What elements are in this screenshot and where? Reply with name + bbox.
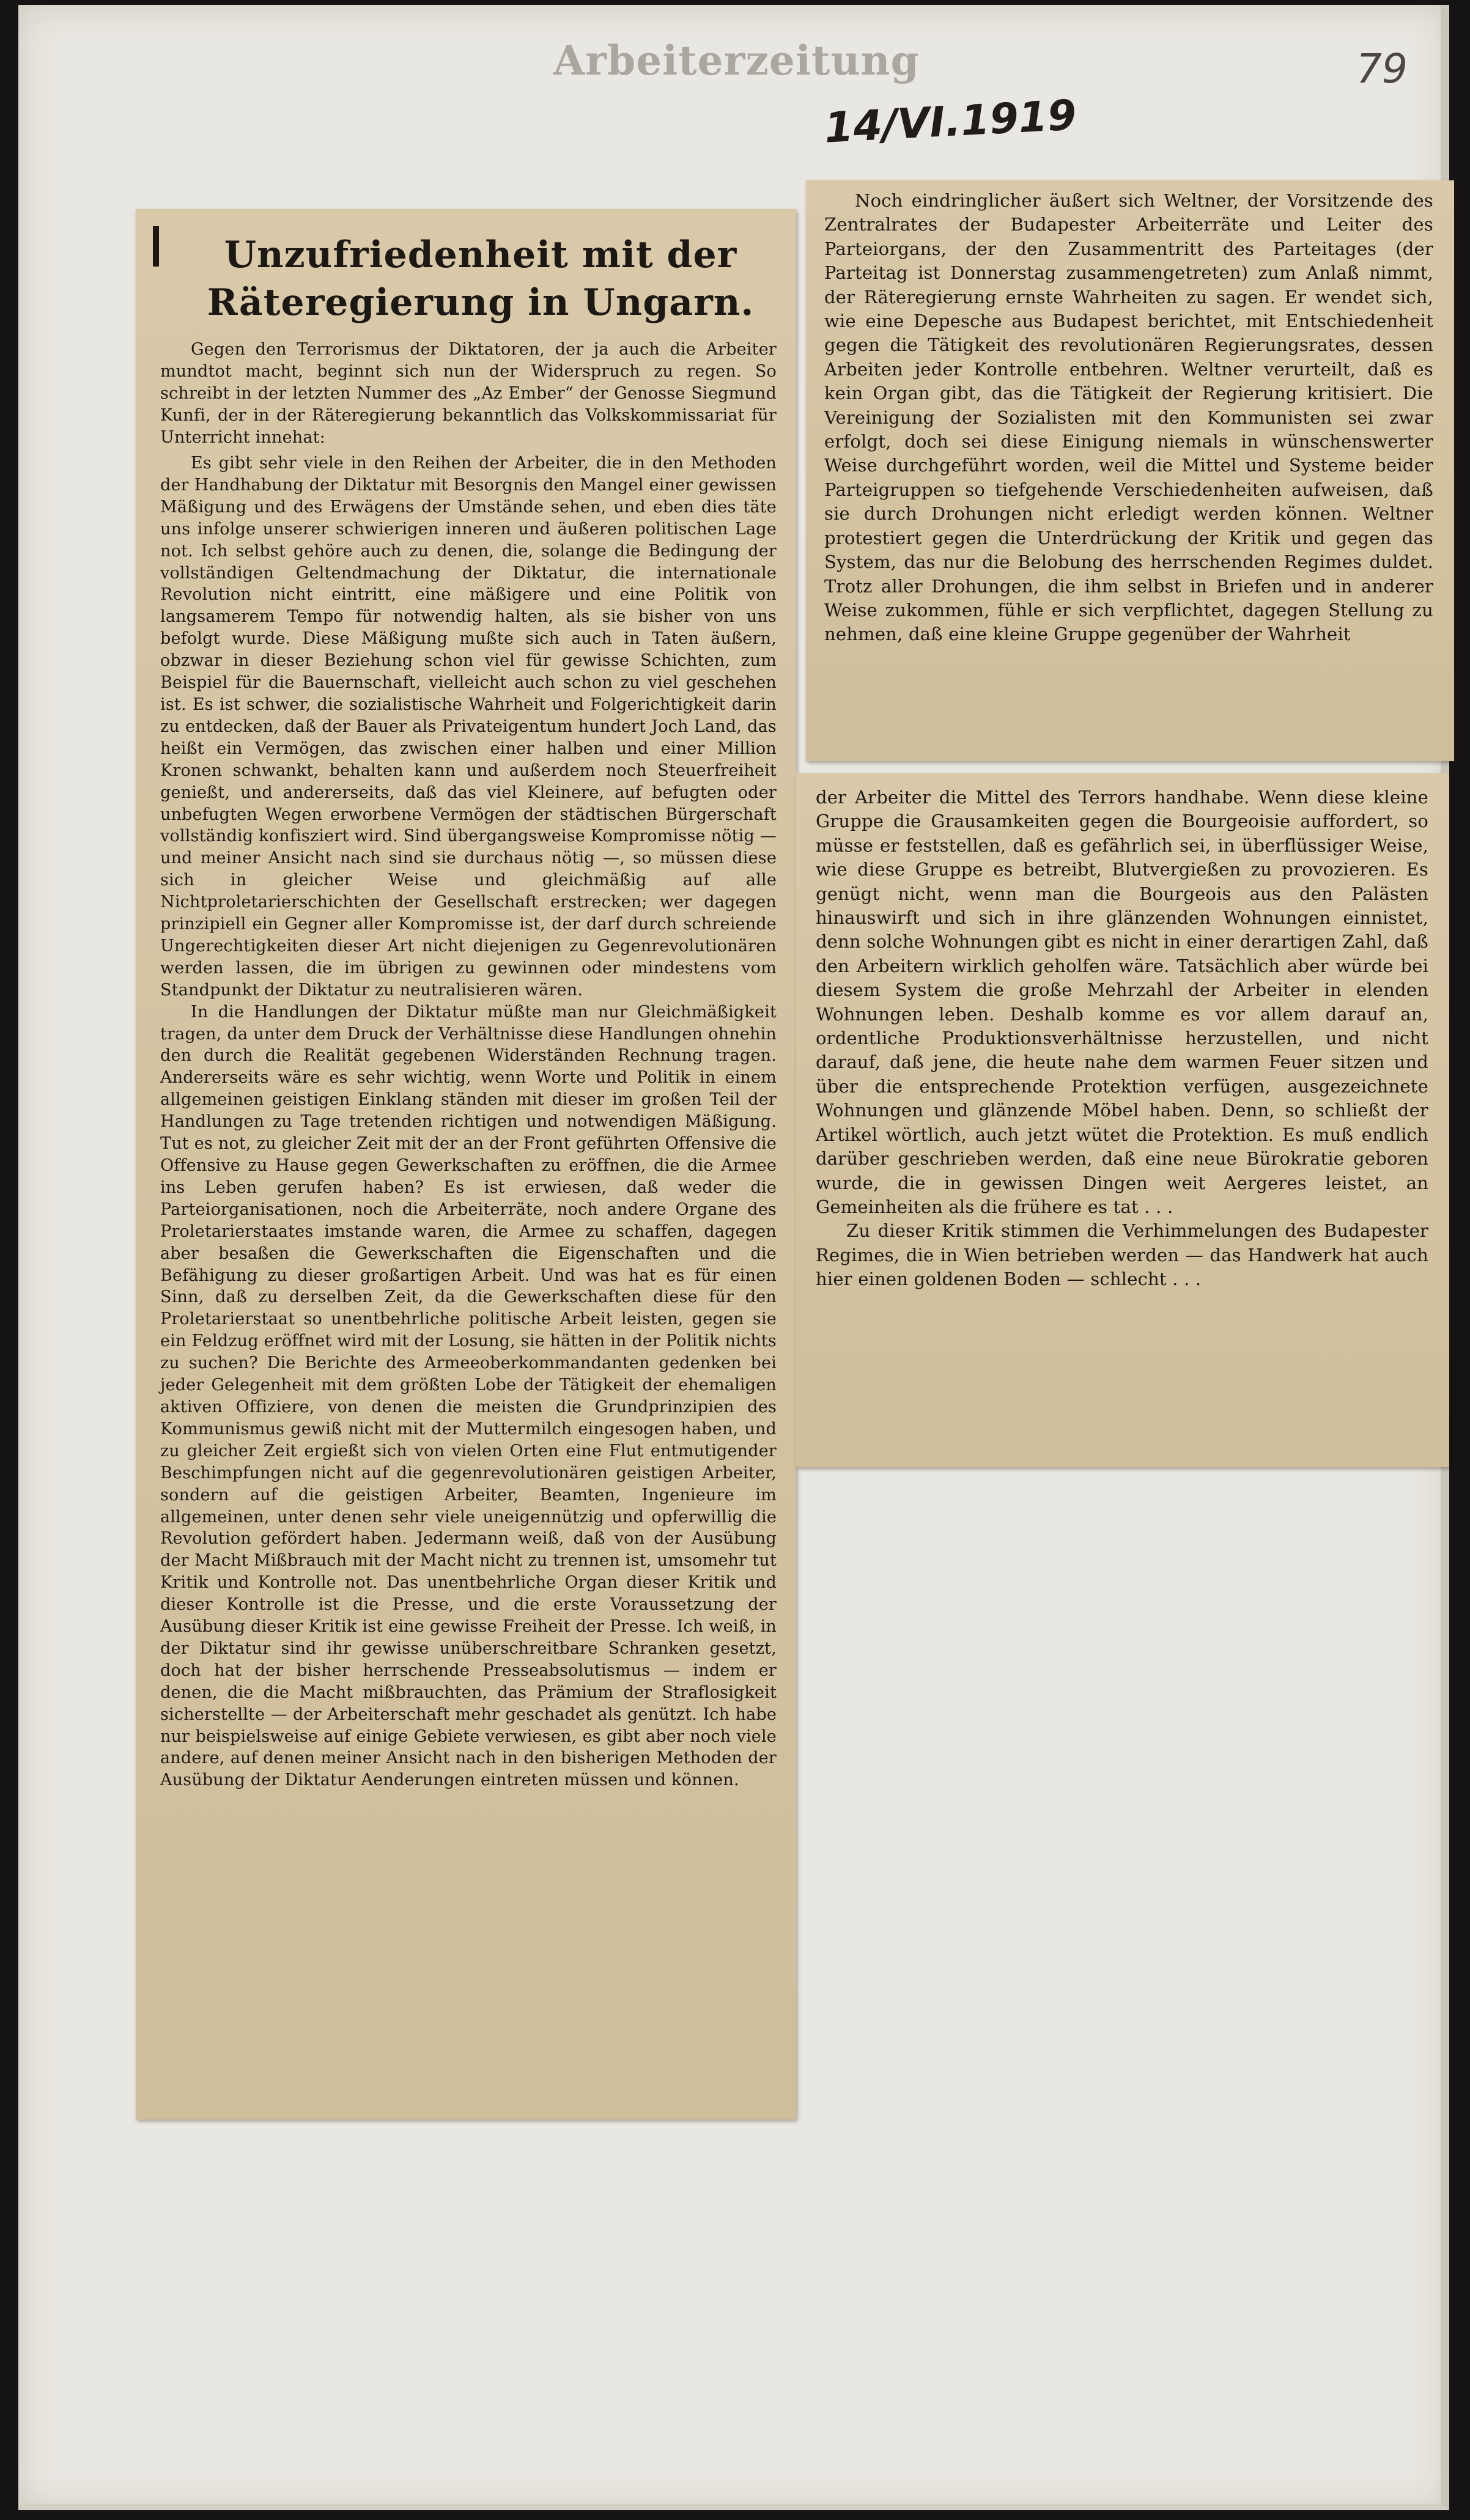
article-closing-paragraph: Zu dieser Kritik stimmen die Verhimmelungen des Budapester Regimes, die in Wien betrieben werden — das Handwerk hat auch hier einen goldenen Boden — schlecht . . . bbox=[816, 1220, 1428, 1290]
article-quote-paragraph-2: In die Handlungen der Diktatur müßte man nur Gleichmäßigkeit tragen, da unter dem Druck der Verhältnisse diese Handlungen ohnehin den durch die Realität gegebenen Widerständen Rechnung tragen. Andererseits wäre es sehr wichtig, wenn Worte und Politik in einem allgemeinen geistigen Einklang ständen mit dieser im großen Teil der Handlungen zu Tage tretenden richtigen und notwendigen Mäßigung. Tut es not, zu gleicher Zeit mit der an der Front geführten Offensive die Offensive zu Hause gegen Gewerkschaften zu eröffnen, die die Armee ins Leben gerufen haben? Es ist erwiesen, daß weder die Parteiorganisationen, noch die Arbeiterräte, noch andere Organe des Proletarierstaates imstande waren, die Armee zu schaffen, dagegen aber besaßen die Gewerkschaften die Eigenschaften und die Befähigung zu dieser großartigen Arbeit. Und was hat es für einen Sinn, daß zu derselben Zeit, da die Gewerkschaften diese für den Proletarierstaat so unentbehrliche politische Arbeit leisten, gegen sie ein Feldzug eröffnet wird mit der Losung, sie hätten in der Politik nichts zu suchen? Die Berichte des Armeeoberkommandanten gedenken bei jeder Gelegenheit mit dem größten Lobe der Tätigkeit der ehemaligen aktiven Offiziere, von denen die meisten die Grundprinzipien des Kommunismus gewiß nicht mit der Muttermilch eingesogen haben, und zu gleicher Zeit ergießt sich von vielen Orten eine Flut entmutigender Beschimpfungen nicht auf die gegenrevolutionären geistigen Arbeiter, sondern auf die geistigen Arbeiter, Beamten, Ingenieure im allgemeinen, unter denen sehr viele uneigennützig und opferwillig die Revolution gefördert haben. Jedermann weiß, daß von der Ausübung der Macht Mißbrauch mit der Macht nicht zu trennen ist, umsomehr tut Kritik und Kontrolle not. Das unentbehrliche Organ dieser Kritik und dieser Kontrolle ist die Presse, und die erste Voraussetzung der Ausübung dieser Kritik ist eine gewisse Freiheit der Presse. Ich weiß, in der Diktatur sind ihr gewisse unüberschreitbare Schranken gesetzt, doch hat der bisher herrschende Presseabsolutismus — indem er denen, die die Macht mißbrauchten, das Prämium der Straflosigkeit sicherstellte — der Arbeiterschaft mehr geschadet als genützt. Ich habe nur beispielsweise auf einige Gebiete verwiesen, es gibt aber noch viele andere, auf denen meiner Ansicht nach in den bisherigen Methoden der Ausübung der Diktatur Aenderungen eintreten müssen und können. bbox=[160, 1002, 777, 1790]
clipping-right-top bbox=[806, 180, 1454, 761]
article-quote-paragraph-1: Es gibt sehr viele in den Reihen der Arbeiter, die in den Methoden der Handhabung der Diktatur mit Besorgnis den Mangel einer gewissen Mäßigung und des Erwägens der Umstände sehen, und eben dies täte uns infolge unserer schwierigen inneren und äußeren politischen Lage not. Ich selbst gehöre auch zu denen, die, solange die Bedingung der vollständigen Geltendmachung der Diktatur, die internationale Revolution nicht eintritt, eine mäßigere und eine Politik von langsamerem Tempo für notwendig halten, als sie bisher von uns befolgt wurde. Diese Mäßigung mußte sich auch in Taten äußern, obzwar in dieser Beziehung schon viel für gewisse Schichten, zum Beispiel für die Bauernschaft, vielleicht auch schon zu viel geschehen ist. Es ist schwer, die sozialistische Wahrheit und Folgerichtigkeit darin zu entdecken, daß der Bauer als Privateigentum hundert Joch Land, das heißt ein Vermögen, das zwischen einer halben und einer Million Kronen schwankt, behalten kann und außerdem noch Steuerfreiheit genießt, und andererseits, daß das viel Kleinere, auf befugten oder unbefugten Wegen erworbene Vermögen der städtischen Bürgerschaft vollständig konfisziert wird. Sind übergangsweise Kompromisse nötig — und meiner Ansicht nach sind sie durchaus nötig —, so müssen diese sich in gleicher Weise und gleichmäßig auf alle Nichtproletarierschichten der Gesellschaft erstrecken; wer dagegen prinzipiell ein Gegner aller Kompromisse ist, der darf durch schreiende Ungerechtigkeiten dieser Art nicht diejenigen zu Gegenrevolutionären werden lassen, die im übrigen zu gewinnen oder mindestens vom Standpunkt der Diktatur zu neutralisieren wären. bbox=[160, 454, 777, 1000]
newspaper-stamp: Arbeiterzeitung bbox=[553, 37, 920, 84]
page-number: 79 bbox=[1356, 45, 1408, 92]
article-continuation-paragraph: der Arbeiter die Mittel des Terrors handhabe. Wenn diese kleine Gruppe die Grausamkeiten gegen die Bourgeoisie auffordert, so müsse er feststellen, daß es gefährlich sei, in überflüssiger Weise, wie diese Gruppe es betreibt, Blutvergießen zu provozieren. Es genügt nicht, wenn man die Bourgeois aus den Palästen hinauswirft und sich in ihre glänzenden Wohnungen einnistet, denn solche Wohnungen gibt es nicht in einer derartigen Zahl, daß den Arbeitern wirklich geholfen wäre. Tatsächlich aber würde bei diesem System die große Mehrzahl der Arbeiter in elenden Wohnungen leben. Deshalb komme es vor allem darauf an, ordentliche Produktionsverhältnisse herzustellen, und nicht darauf, daß jene, die heute nahe dem warmen Feuer sitzen und über die entsprechende Protektion verfügen, ausgezeichnete Wohnungen und glänzende Möbel haben. Denn, so schließt der Artikel wörtlich, auch jetzt wütet die Protektion. Es muß endlich darüber geschrieben werden, daß eine neue Bürokratie geboren wurde, die in gewissen Dingen weit Aergeres leistet, an Gemeinheiten als die frühere es tat . . . bbox=[816, 787, 1428, 1217]
headline-bar bbox=[153, 226, 159, 267]
handwritten-date: 14/VI.1919 bbox=[823, 91, 1078, 153]
article-lead-paragraph: Gegen den Terrorismus der Diktatoren, der ja auch die Arbeiter mundtot macht, beginnt sich nun der Widerspruch zu regen. So schreibt in der letzten Nummer des „Az Ember“ der Genosse Siegmund Kunfi, der in der Räteregierung bekanntlich das Volkskommissariat für Unterricht innehat: bbox=[160, 340, 777, 447]
article-weltner-paragraph: Noch eindringlicher äußert sich Weltner, der Vorsitzende des Zentralrates der Budapester Arbeiterräte und Leiter des Parteiorgans, der den Zusammentritt des Parteitages (der Parteitag ist Donnerstag zusammengetreten) zum Anlaß nimmt, der Räteregierung ernste Wahrheiten zu sagen. Er wendet sich, wie eine Depesche aus Budapest berichtet, mit Entschiedenheit gegen die Tätigkeit des revolutionären Regierungsrates, dessen Arbeiten jeder Kontrolle entbehren. Weltner verurteilt, daß es kein Organ gibt, das die Tätigkeit der Regierung kritisiert. Die Vereinigung der Sozialisten mit den Kommunisten sei zwar erfolgt, doch sei diese Einigung niemals in wünschenswerter Weise durchgeführt worden, weil die Mittel und Systeme beider Parteigruppen so tiefgehende Verschiedenheiten aufweisen, daß sie durch Drohungen nicht erledigt werden können. Weltner protestiert gegen die Unterdrückung der Kritik und gegen das System, das nur die Belobung des herrschenden Regimes duldet. Trotz aller Drohungen, die ihm selbst in Briefen und in anderer Weise zukommen, fühle er sich verpflichtet, dagegen Stellung zu nehmen, daß eine kleine Gruppe gegenüber der Wahrheit bbox=[824, 190, 1433, 645]
article-headline: Unzufriedenheit mit der Räteregierung in Ungarn. bbox=[207, 234, 755, 324]
clipping-left-column bbox=[136, 209, 796, 2120]
clipping-right-bottom bbox=[796, 773, 1449, 1467]
